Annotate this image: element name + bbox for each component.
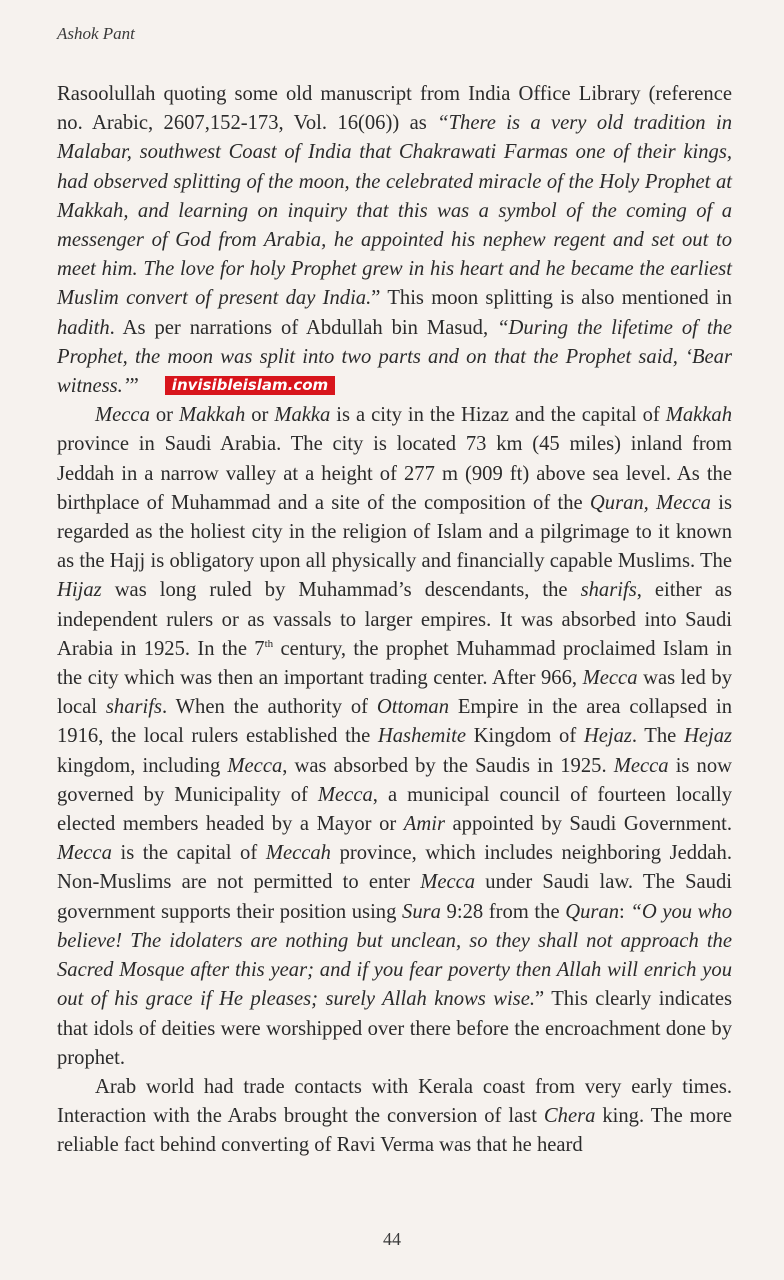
text-run: province, which includes neighboring Jeddah. Non-Muslims are not permitted to enter	[57, 842, 732, 894]
italic-text: Sura	[402, 900, 441, 923]
italic-text: Mecca	[613, 754, 669, 777]
italic-text: Makkah	[665, 404, 733, 427]
italic-text: “There is a very old tradition in Malabar, southwest Coast of India that Chakrawati Farmas one of their kings, had observed splitting of the moon, the celebrated miracle of the Holy Prophet at Makkah, and learning on inquiry that this was a symbol of the coming of a messenger of God from Arabia, he appointed his nephew regent and set out to meet him. The love for holy Prophet grew in his heart and he became the earliest Muslim convert of present day India.	[57, 112, 732, 310]
text-run: Arab world had trade contacts with Kerala coast from very early times. Interaction with the Arabs brought the conversion of last	[57, 1075, 732, 1128]
text-run: province in Saudi Arabia. The city is located 73 km (45 miles) inland from Jeddah in a narrow valley at a height of 277 m (909 ft) above sea level. As the birthplace of Muhammad and a site of the composition of the	[57, 433, 732, 514]
text-run: . When the authority of	[161, 696, 377, 719]
italic-text: “O you who believe! The idolaters are nothing but unclean, so they shall not approach the Sacred Mosque after this year; and if you fear poverty then Allah will enrich you out of his grace if He pleases; surely Allah knows wise.	[57, 900, 733, 1011]
text-run: :	[619, 900, 631, 923]
italic-text: Makkah	[178, 404, 246, 427]
text-run: ”	[129, 375, 139, 398]
text-run: century, the prophet Muhammad proclaimed Islam in the city which was then an important trading center. After 966,	[57, 637, 732, 690]
text-run: was long ruled by Muhammad’s descendants, the	[101, 579, 581, 602]
text-run: is now governed by Municipality of	[57, 754, 733, 806]
text-run: Rasoolullah quoting some old manuscript from India Office Library (reference no. Arabic, 2607,152-173, Vol. 16(06)) as	[57, 83, 732, 135]
italic-text: Hejaz	[583, 725, 632, 748]
italic-text: Hashemite	[377, 725, 466, 748]
italic-text: Mecca	[582, 667, 638, 690]
paragraph	[57, 1073, 732, 1161]
text-run: king. The more reliable fact behind converting of Ravi Verma was that he heard	[57, 1105, 732, 1157]
italic-text: Mecca	[420, 871, 476, 894]
italic-text: hadith	[57, 316, 110, 339]
italic-text: Mecca	[57, 842, 112, 865]
text-run: Kingdom of	[465, 725, 584, 748]
text-run: , a municipal council of fourteen locally elected members headed by a Mayor or	[57, 783, 733, 836]
italic-text: Quran, Mecca	[589, 491, 711, 514]
italic-text: Mecca	[227, 754, 283, 777]
text-run: Empire in the area collapsed in 1916, the local rulers established the	[57, 696, 733, 748]
page-number: 44	[383, 1229, 401, 1249]
text-run: is the capital of	[111, 842, 266, 865]
italic-text: “During the lifetime of the Prophet, the moon was split into two parts and on that the Prophet said, ‘Bear witness.’	[57, 316, 732, 398]
text-run: or	[149, 404, 179, 427]
text-run: or	[245, 404, 275, 427]
italic-text: Amir	[403, 813, 445, 836]
running-header-author: Ashok Pant	[57, 24, 135, 43]
text-run: , either as independent rulers or as vassals to larger empires. It was absorbed into Saudi Arabia in 1925. In the 7	[57, 579, 732, 660]
text-run: under Saudi law. The Saudi government supports their position using	[57, 871, 733, 923]
text-run: appointed by Saudi Government.	[444, 813, 732, 836]
italic-text: Mecca	[317, 783, 373, 806]
text-run: was led by local	[57, 667, 732, 719]
italic-text: Makka	[274, 404, 331, 427]
italic-text: Mecca	[95, 404, 150, 427]
text-run: 9:28 from the	[440, 900, 566, 923]
italic-text: Ottoman	[376, 696, 449, 719]
italic-text: Chera	[543, 1105, 596, 1128]
text-run: . The	[631, 725, 684, 748]
text-run: . As per narrations of Abdullah bin Masud,	[109, 316, 498, 339]
text-run: is a city in the Hizaz and the capital of	[330, 404, 666, 427]
paragraph	[57, 401, 732, 1073]
text-run: ” This clearly indicates that idols of deities were worshipped over there before the encroachment done by prophet.	[57, 988, 732, 1069]
italic-text: sharifs	[580, 579, 637, 602]
text-run: , was absorbed by the Saudis in 1925.	[282, 754, 614, 777]
italic-text: Quran	[565, 900, 620, 923]
text-run: is regarded as the holiest city in the religion of Islam and a pilgrimage to it known as the Hajj is obligatory upon all physically and financially capable Muslims. The	[57, 491, 732, 573]
body-text	[57, 80, 732, 1161]
paragraph	[57, 80, 732, 401]
italic-text: sharifs	[105, 696, 162, 719]
italic-text: Meccah	[265, 842, 331, 865]
text-run: kingdom, including	[57, 754, 228, 777]
italic-text: Hejaz	[683, 725, 733, 748]
watermark-badge: invisibleislam.com	[165, 376, 335, 395]
superscript: th	[264, 638, 274, 650]
italic-text: Hijaz	[57, 579, 102, 602]
text-run: ” This moon splitting is also mentioned in	[371, 287, 732, 310]
